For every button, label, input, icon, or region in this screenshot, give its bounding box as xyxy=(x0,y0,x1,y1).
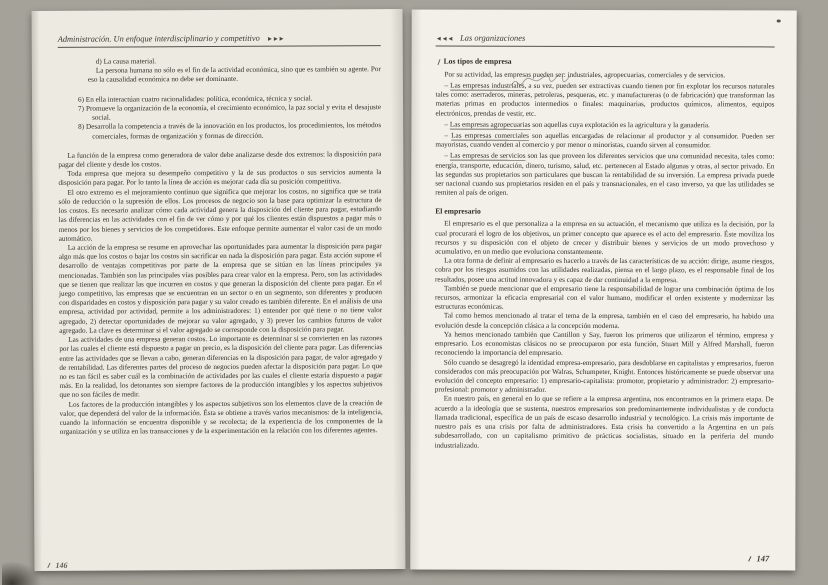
paragraph: La otra forma de definir al empresario es hacerlo a través de las características de su acción: dirige, asume riesgos, cobra por los riesgos asumidos con las utilidades realizadas, piensa en el largo plazo, es el responsable final de los resultados, posee una actitud innovadora y es capaz de dar continuidad a la empresa. xyxy=(435,256,775,284)
list-marker: 7) xyxy=(78,104,86,113)
scan-speck xyxy=(777,19,781,22)
pencil-tick-mark xyxy=(435,58,441,65)
page-number-mark xyxy=(47,563,53,568)
list-item: 7) Promueve la organización de la economía, el crecimiento económico, la paz social y evita el desajuste social. xyxy=(78,103,382,122)
right-page-body xyxy=(435,57,775,452)
paragraph: Ya hemos mencionado también que Cantillon y Say, fueron los primeros que utilizaron el término, empresa y empresario. Los economistas clásicos no se preocuparon por esta función, Stuart Mill y Alfred Marshall, fueron reconociendo la importancia del empresario. xyxy=(434,330,774,358)
left-page-content xyxy=(32,9,406,571)
right-page-number-text: 147 xyxy=(756,553,770,564)
bullet-marker: – xyxy=(444,81,451,90)
list-item: 6) En ella interactúan cuatro racionalidades: política, económica, técnica y social. xyxy=(77,94,313,104)
paragraph: Sólo cuando se desagregó la identidad empresa-empresario, para desdoblarse en capitalistas y empresarios, fueron considerados con más preocupación por Walras, Schumpeter, Knight. Entonces históricamente se puede observar una evolución del concepto empresario: 1) empresario-capitalista: promotor, propietario y administrador: 2) empresario-profesional: promotor y administrador. xyxy=(434,358,774,395)
back-arrows-icon: ◄◄◄ xyxy=(435,35,454,43)
bullet-item: – Las empresas industriales, a su vez, pueden ser extractivas cuando tienen por fin explotar los recursos naturales tales como: aserraderos, mineras, petroleras, pesqueras, etc. y manufactureras (o de fabricación) que transforman las materias primas en productos intermedios o finales: maquinarias, productos químicos, alimentos, equipos electrónicos, prendas de vestir, etc. xyxy=(435,81,775,118)
paragraph: Las actividades de una empresa generan costos. Lo importante es determinar si se convierten en las razones por las cuales el cliente está dispuesto a pagar un precio, es la disposición del cliente para pagar. Las diferencias entre las actividades que se llevan a cabo, generan diferencias en la disposición para pagar, de valor agregado y de rentabilidad. Las diferentes partes del proceso de negocios pueden afectar la disposición para pagar. Lo que no es tan fácil es saber cuál es la combinación de actividades por las cuales el cliente estaría dispuesto a pagar más. En la realidad, los detonantes son siempre factores de la producción intangibles y los aspectos subjetivos que no son fáciles de medir. xyxy=(59,334,383,400)
list-marker: 8) xyxy=(78,123,87,132)
list-marker: 6) xyxy=(77,95,86,104)
right-page-content xyxy=(410,9,796,570)
header-rule xyxy=(58,45,381,48)
paragraph: Por su actividad, las empresas pueden ser: industriales, agropecuarias, comerciales y de servicios. xyxy=(444,70,726,80)
header-rule xyxy=(436,46,775,48)
left-running-head-text: Administración. Un enfoque interdisciplinario y competitivo xyxy=(57,33,260,44)
bullet-item: – Las empresas de servicios son las que proveen los diferentes servicios que una comunidad necesita, tales como: energía, transporte, educación, dinero, turismo, salud, etc. pertenecen al Estado algunas y otras, al sector privado. En las segundas sus propietarios son particulares que buscan la rentabilidad de su inversión. La empresa privada puede ser nacional cuando sus propietarios residen en el país y transnacionales, en el caso inverso, ya que las utilidades se remiten al país de origen. xyxy=(435,152,775,198)
bullet-item: – Las empresas agropecuarias son aquellas cuya explotación es la agricultura y la ganadería. xyxy=(444,120,710,130)
right-running-head xyxy=(436,34,775,44)
paragraph: El empresario es el que personaliza a la empresa en su actuación, el mecanismo que utiliza es la decisión, por la cual procurará el logro de los objetivos, un primer concepto que aparece es el acto del empresario. Éste moviliza los recursos y su disposición con el objeto de crecer y distribuir bienes y servicios de un modo provechoso y acumulativo, en un medio que evoluciona constantemente. xyxy=(435,219,775,256)
right-page-number xyxy=(750,553,770,563)
handwritten-annotation xyxy=(510,76,576,90)
bullet-marker: – xyxy=(444,131,452,140)
scan-artifact xyxy=(2,561,42,585)
paragraph: La función de la empresa como generadora de valor debe analizarse desde dos extremos: la disposición para pagar del cliente y desde los costos. xyxy=(58,149,382,169)
paragraph: Toda empresa que mejora su desempeño competitivo y la de sus productos o sus servicios aumenta la disposición para pagar. Por lo tanto la línea de acción es mejorar cada día su posición competitiva. xyxy=(58,168,382,188)
section-heading: Los tipos de empresa xyxy=(436,57,775,68)
list-item: 8) Desarrolla la competencia a través de la innovación en los productos, los procedimientos, los métodos comerciales, formas de organización y formas de dirección. xyxy=(78,121,382,141)
section-heading: El empresario xyxy=(435,206,481,216)
paragraph: El otro extremo es el mejoramiento continuo que significa que mejorar los costos, no significa que se trata sólo de reducción o la supresión de ellos. Los procesos de negocio son la base para optimizar la estructura de los costos. Es necesario analizar cómo cada actividad genera la disposición del cliente para pagar, estudiando las diferencias en las actividades con el fin de ver cómo y por qué los clientes están dispuestos a pagar más o menos por los bienes y servicios de los competidores. Este enfoque permite aumentar el valor casi de un modo automático. xyxy=(58,186,382,243)
left-page xyxy=(32,9,406,571)
bullet-marker: – xyxy=(444,120,450,129)
list-item: d) La causa material. xyxy=(95,57,157,66)
term-underlined: Las empresas de servicios xyxy=(449,152,526,161)
paragraph: En nuestro país, en general en lo que se refiere a la empresa argentina, nos encontramos en la primera etapa. De acuerdo a la ideología que se sustenta, nuestros empresarios son predominantemente individualistas y de conducta llamada tradicional, específica de un país de escaso desarrollo industrial y tecnológico. La crisis más importante de nuestro país es una crisis por falta de administradores. Esta crisis ha convertido a la Argentina en un país subdesarrollado, con un capitalismo primitivo de prácticas socialistas, situado en la periferia del mundo industrializado. xyxy=(434,395,774,450)
right-page xyxy=(410,9,796,570)
list-marker: d) xyxy=(95,57,104,66)
left-page-number-text: 146 xyxy=(55,560,68,570)
forward-arrows-icon: ►►► xyxy=(266,35,285,43)
right-running-head-text: Las organizaciones xyxy=(460,33,526,43)
paragraph: La persona humana no sólo es el fin de la actividad económica, sino que es también su agente. Por eso la causalidad económica no debe ser dominante. xyxy=(87,65,381,85)
term-underlined: Las empresas agropecuarias xyxy=(449,120,531,129)
term-underlined: Las empresas industriales xyxy=(450,81,525,90)
paragraph: También se puede mencionar que el empresario tiene la responsabilidad de lograr una combinación óptima de los recursos, armonizar la eficacia empresarial con el valor humano, modificar el orden existente y modernizar las estructuras económicas. xyxy=(434,284,775,311)
left-running-head xyxy=(58,33,381,44)
left-page-number xyxy=(48,561,67,570)
paragraph: Los factores de la producción intangibles y los aspectos subjetivos son los elementos clave de la creación de valor, que dependerá del valor de la información. Ésta se obtiene a través varios mecanismos: de la inteligencia, cuando la información se encuentra disponible y se recolecta; de la experiencia de los componentes de la organización y se utiliza en las transacciones y de la experimentación en la relación con los diferentes agentes. xyxy=(59,398,383,437)
paragraph: La acción de la empresa se resume en aprovechar las oportunidades para aumentar la disposición para pagar algo más que los costos o bajar los costos sin sacrificar en nada la disposición para pagar. Esta acción supone el desarrollo de ventajas competitivas por parte de la empresa que se sitúan en las líneas principales ya mencionadas. También son las principales vías posibles para crear valor en la empresa. Pero, son las actividades que se tienen que realizar las que incurren en costos y que generan la disposición del cliente para pagar. En el juego competitivo, las empresas que se encuentran en un sector o en un segmento, son diferentes y producen con disparidades en costos y disposición para pagar y su valor creado es también diferente. En el análisis de una empresa, actividad por actividad, permite a los administradores: 1) entender por qué tiene o no tiene valor agregado, 2) detectar oportunidades de mejorar su valor agregado, y 3) prever los cambios futuros de valor agregado. La clave es determinar si el valor agregado se corresponde con la disposición para pagar. xyxy=(58,242,383,335)
paragraph: Tal como hemos mencionado al tratar el tema de la empresa, también en el caso del empresario, ha habido una evolución desde la concepción clásica a la concepción moderna. xyxy=(434,312,774,330)
left-page-body xyxy=(58,56,383,437)
term-underlined: Las empresas comerciales xyxy=(451,131,529,140)
bullet-item: – Las empresas comerciales son aquellas encargadas de relacionar al productor y al consumidor. Pueden ser mayoristas, cuando venden al comercio y por menor o minoristas, cuando sirven al consumidor. xyxy=(435,131,775,150)
page-number-mark xyxy=(748,556,754,561)
bullet-marker: – xyxy=(444,152,450,161)
